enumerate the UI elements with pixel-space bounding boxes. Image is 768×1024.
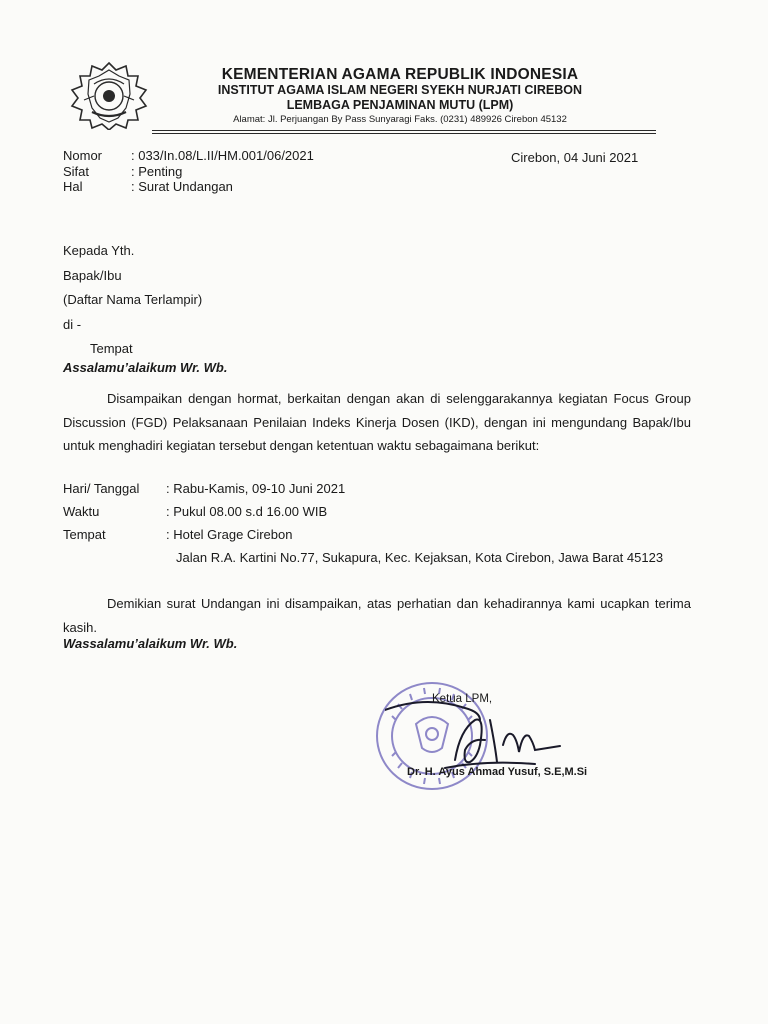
schedule-place-label: Tempat — [63, 527, 106, 542]
closing-paragraph — [63, 592, 691, 639]
letterhead-divider-secondary — [152, 133, 656, 134]
greeting: Assalamu’alaikum Wr. Wb. — [63, 360, 228, 375]
meta-hal-label: Hal — [63, 179, 83, 194]
meta-nomor — [63, 148, 314, 164]
schedule-block — [63, 477, 696, 569]
closing-text: Demikian surat Undangan ini disampaikan, atas perhatian dan kehadirannya kami ucapkan terima kasih. — [63, 596, 691, 635]
institute-name: INSTITUT AGAMA ISLAM NEGERI SYEKH NURJATI CIREBON — [217, 83, 583, 97]
ministry-name: KEMENTERIAN AGAMA REPUBLIK INDONESIA — [221, 66, 579, 83]
schedule-row-day — [63, 477, 696, 500]
meta-sifat-value: : Penting — [131, 163, 183, 179]
letterhead-divider — [152, 130, 656, 131]
schedule-row-place — [63, 523, 696, 546]
letter-date: Cirebon, 04 Juni 2021 — [511, 150, 639, 165]
meta-nomor-value: : 033/In.08/L.II/HM.001/06/2021 — [131, 148, 314, 163]
schedule-time-label: Waktu — [63, 504, 100, 519]
letterhead-address: Alamat: Jl. Perjuangan By Pass Sunyaragi Faks. (0231) 489926 Cirebon 45132 — [233, 114, 567, 125]
farewell: Wassalamu’alaikum Wr. Wb. — [63, 636, 238, 651]
recipient-line: di - — [63, 316, 82, 332]
schedule-row-time — [63, 500, 696, 523]
recipient-line: Bapak/Ibu — [63, 267, 122, 283]
meta-sifat-label: Sifat — [63, 163, 90, 179]
recipient-line: (Daftar Nama Terlampir) — [63, 292, 203, 307]
schedule-place-value: : Hotel Grage Cirebon — [166, 527, 293, 542]
schedule-place-address: Jalan R.A. Kartini No.77, Sukapura, Kec. Kejaksan, Kota Cirebon, Jawa Barat 45123 — [176, 550, 664, 565]
signatory-name: Dr. H. Ayus Ahmad Yusuf, S.E,M.Si — [407, 766, 588, 778]
schedule-day-label: Hari/ Tanggal — [63, 481, 140, 496]
recipient-line: Kepada Yth. — [63, 243, 135, 258]
unit-name: LEMBAGA PENJAMINAN MUTU (LPM) — [286, 98, 514, 112]
meta-hal — [63, 179, 314, 195]
meta-sifat — [63, 164, 314, 180]
meta-hal-value: : Surat Undangan — [131, 179, 233, 194]
recipient-block — [63, 239, 202, 362]
schedule-day-value: : Rabu-Kamis, 09-10 Juni 2021 — [166, 481, 346, 496]
letter-meta — [63, 148, 314, 195]
recipient-line: Tempat — [90, 341, 133, 356]
body-paragraph — [63, 387, 691, 458]
schedule-time-value: : Pukul 08.00 s.d 16.00 WIB — [166, 504, 328, 519]
signatory-title: Ketua LPM, — [432, 693, 493, 705]
body-text: Disampaikan dengan hormat, berkaitan dengan akan di selenggarakannya kegiatan Focus Group Discussion (FGD) Pelaksanaan Penilaian Indeks Kinerja Dosen (IKD), dengan ini mengundang Bapak/Ibu untuk menghadiri kegiatan tersebut dengan ketentuan waktu sebagaimana berikut: — [63, 391, 691, 453]
meta-nomor-label: Nomor — [63, 148, 103, 163]
letterhead — [160, 66, 640, 127]
institution-logo — [64, 60, 154, 130]
